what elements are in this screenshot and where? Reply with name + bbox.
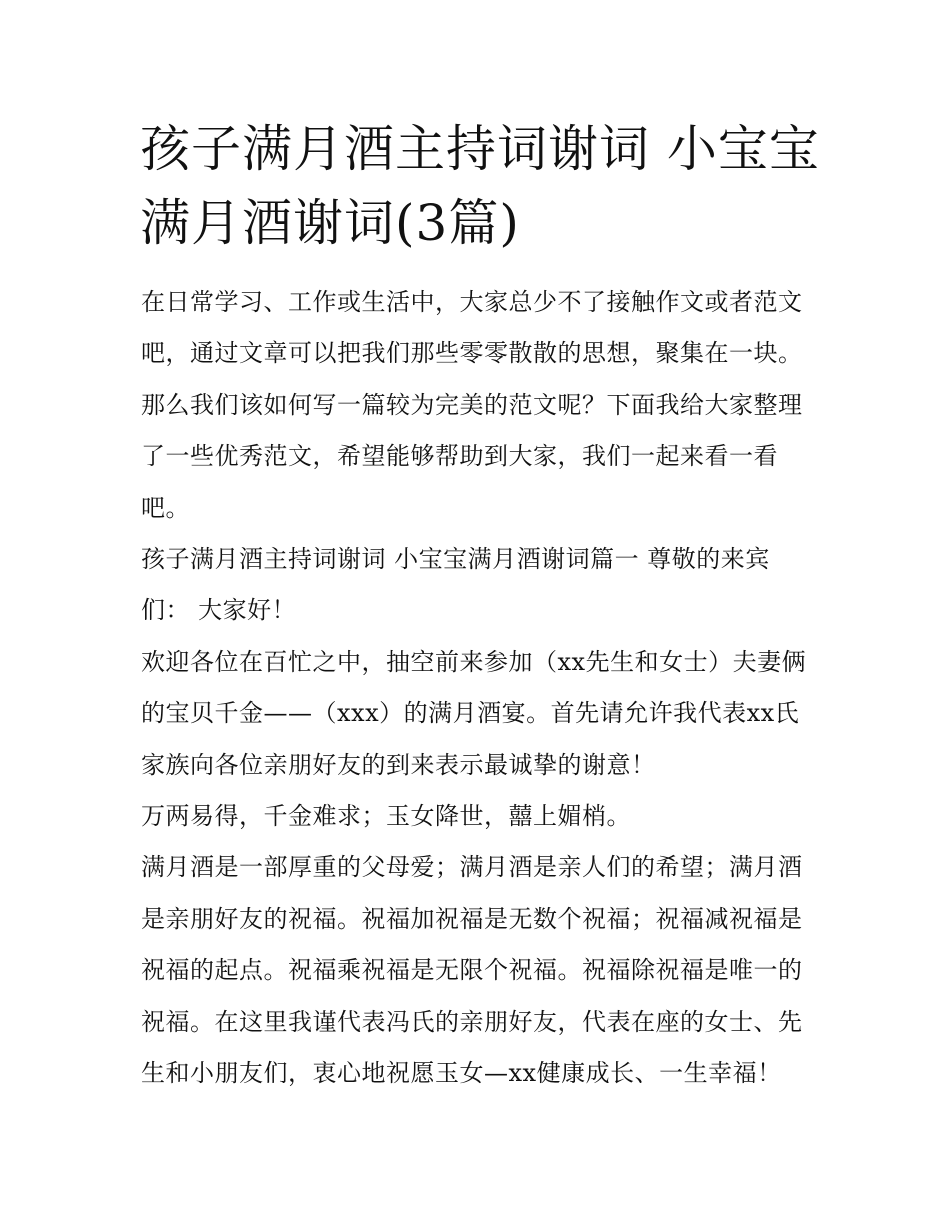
paragraph-intro: 在日常学习、工作或生活中，大家总少不了接触作文或者范文吧，通过文章可以把我们那些零零散散的思想，聚集在一块。那么我们该如何写一篇较为完美的范文呢？下面我给大家整理了一些优秀范文，希望能够帮助到大家，我们一起来看一看吧。: [141, 288, 803, 522]
paragraph-greeting: 孩子满月酒主持词谢词 小宝宝满月酒谢词篇一 尊敬的来宾们： 大家好！: [141, 545, 770, 625]
paragraph-blessing: 满月酒是一部厚重的父母爱；满月酒是亲人们的希望；满月酒是亲朋好友的祝福。祝福加祝福是无数个祝福；祝福减祝福是祝福的起点。祝福乘祝福是无限个祝福。祝福除祝福是唯一的祝福。在这里我谨代表冯氏的亲朋好友，代表在座的女士、先生和小朋友们，衷心地祝愿玉女—xx健康成长、一生幸福！: [141, 853, 803, 1088]
paragraph-welcome: 欢迎各位在百忙之中，抽空前来参加（xx先生和女士）夫妻俩的宝贝千金——（xxx）的满月酒宴。首先请允许我代表xx氏家族向各位亲朋好友的到来表示最诚挚的谢意！: [141, 647, 807, 779]
document-body: [141, 277, 816, 1100]
paragraph-couplet: 万两易得，千金难求；玉女降世，囍上媚梢。: [141, 802, 631, 831]
document-title: 孩子满月酒主持词谢词 小宝宝满月酒谢词(3篇): [140, 120, 820, 252]
